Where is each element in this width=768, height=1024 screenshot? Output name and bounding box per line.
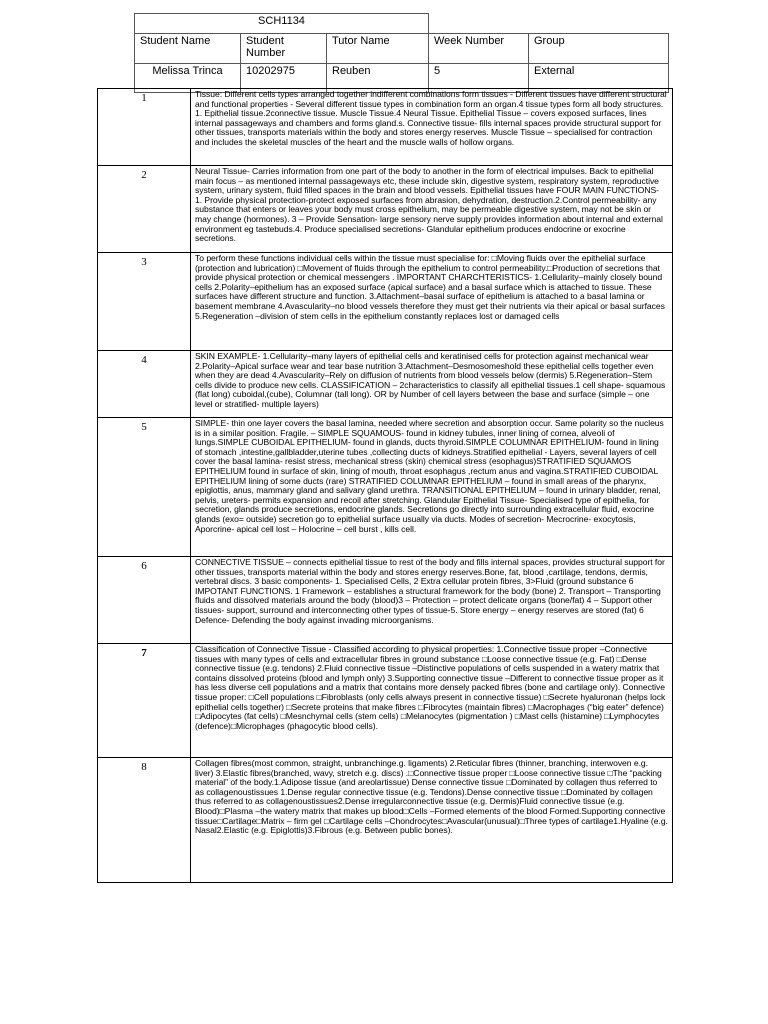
note-row	[98, 351, 673, 418]
row-text: CONNECTIVE TISSUE – connects epithelial tissue to rest of the body and fills internal spaces, provides structural support for other tissues, transports material within the body and stores energy reserves.Bone, fat, blood ,cartilage, tendons, dermis, vertebral discs. 3 basic components- 1. Specialised Cells, 2 Extra cellular protein fibres, 3>Fluid (ground substance 6 IMPOTANT FUNCTIONS. 1 Framework – establishes a structural framework for the body (bone) 2. Transport – Transporting fluids and dissolved materials around the body (blood)3 – Protection – protect delicate organs (bone/fat) 4 – Support other tissues- support, surround and interconnecting other types of tissue-5. Store energy – energy reserves are stored (fat) 6 Defence- Defending the body against invading microorganisms.	[191, 557, 673, 644]
value-week-number: 5	[429, 64, 529, 93]
course-code-row	[135, 14, 669, 34]
row-number: 1	[98, 89, 191, 166]
value-student-number: 10202975	[241, 64, 327, 93]
row-text: Collagen fibres(most common, straight, unbranchinge.g. ligaments) 2.Reticular fibres (thinner, branching, interwoven e.g. liver) 3.Elastic fibres(branched, wavy, stretch e.g. discs) .□Connective tissue proper □Loose connective tissue □The “packing material” of the body.1.Adipose tissue (and areolartissue) Dense connective tissue □Dominated by collagen thus referred to as collagenoustissues 1.Dense regular connective tissue (e.g. Tendons).Dense connective tissue □Dominated by collagen thus referred to as collagenoustissues2.Dense irregularconnective tissue (e.g. Dermis)Fluid connective tissue (e.g. Blood)□Plasma –the watery matrix that makes up blood□Cells –Formed elements of the blood Formed.Supporting connective tissue□Cartilage□Matrix – firm gel □Cartilage cells –Chondrocytes□Avascular(unusual)□Three types of cartilage1.Hyaline (e.g. Nasal2.Elastic (e.g. Epiglottis)3.Fibrous (e.g. Between public bones).	[191, 758, 673, 883]
note-row	[98, 253, 673, 351]
row-text: SIMPLE- thin one layer covers the basal lamina, needed where secretion and absorption occur. Same polarity so the nucleus is in a similar position. Fragile. – SIMPLE SQUAMOUS- found in kidney tubules, inner lining of cornea, alveoli of lungs.SIMPLE CUBOIDAL EPITHELIUM- found in glands, ducts thyroid.SIMPLE COLUMNAR EPITHELIUM- found in lining of stomach ,intestine,gallbladder,uterine tubes ,collecting ducts of kidneys.Stratified epithelial - Layers, several layers of cell cover the basal lamina- resist stress, mechanical stress (skin) chemical stress (esophagus)STRATIFIED SQUAMOS EPITHELIUM found in surface of skin, lining of mouth, throat esophagus ,rectum anus and vagina.STRATIFIED CUBOIDAL EPITHELIUM lining of some ducts (rare) STRATIFIED COLUMNAR EPITHELIUM – found in small areas of the pharynx, epiglottis, anus, mammary gland and salivary gland urethra. TRANSITIONAL EPITHELIUM – found in urinary bladder, renal, pelvis, ureters- permits expansion and recoil after stretching. Glandular Epithelial Tissue- Specialised type of epithelia, for secretion, glands produce secretions, endocrine glands. Secretions go directly into surrounding extracellular fluid, exocrine glands (exo= outside) secretion go to epithelial surface usually via ducts. Modes of secretion- Mecrocrine- exocytosis, Aporcrine- apical cell lost – Holocrine – cell burst , kills cell.	[191, 418, 673, 557]
row-number: 5	[98, 418, 191, 557]
row-text: Classification of Connective Tissue - Classified according to physical properties: 1.Connective tissue proper –Connective tissues with many types of cells and extracellular fibres in ground substance □Loose connective tissue (e.g. Fat) □Dense connective tissue (e.g. tendons) 2.Fluid connective tissue –Distinctive populations of cells suspended in a watery matrix that contains dissolved proteins (blood and lymph only) 3.Supporting connective tissue –Different to connective tissue proper as it has less diverse cell populations and a matrix that contains more densely packed fibres (bone and cartilage only). Connective tissue proper: □Cell populations □Fibroblasts (only cells always present in connective tissue) □Secrete hyaluronan (helps lock epithelial cells together) □Secrete proteins that make fibres □Fibrocytes (maintain fibres) □Macrophages (“big eater” defence) □Adipocytes (fat cells) □Mesnchymal cells (stem cells) □Melanocytes (pigmentation ) □Mast cells (histamine) □Lymphocytes (defence)□Microphages (phagocytic blood cells).	[191, 644, 673, 758]
row-number: 7	[98, 644, 191, 758]
label-student-number: Student Number	[241, 34, 327, 64]
notes-table	[97, 88, 673, 883]
label-group: Group	[529, 34, 669, 64]
note-row	[98, 418, 673, 557]
note-row	[98, 644, 673, 758]
row-number: 8	[98, 758, 191, 883]
value-group: External	[529, 64, 669, 93]
row-number: 4	[98, 351, 191, 418]
row-text: Neural Tissue- Carries information from one part of the body to another in the form of electrical impulses. Back to epithelial main focus – as mentioned internal passageways etc, these include skin, digestive system, respiratory system, reproductive system, urinary system, fluid filled spaces in the brain and blood vessels. Epithelial tissues have FOUR MAIN FUNCTIONS- 1. Provide physical protection-protect exposed surfaces from abrasion, dehydration, destruction.2.Control permeability- any substance that enters or leaves your body must cross epithelium, may be permeable digestive system, may not be skin or may change (hormones). 3 – Provide Sensation- large sensory nerve supply provides information about internal and external environment eg tastebuds.4. Produce specialised secretions- Glandular epithelium produces endocrine or exocrine secretions.	[191, 166, 673, 253]
value-student-name: Melissa Trinca	[135, 64, 241, 93]
row-number: 6	[98, 557, 191, 644]
row-text: SKIN EXAMPLE- 1.Cellularity–many layers of epithelial cells and keratinised cells for protection against mechanical wear 2.Polarity–Apical surface wear and tear base nutrition 3.Attachment–Desmosomeshold these epithelial cells together even when they are dead 4.Avascularity–Rely on diffusion of nutrients from blood vessels below (dermis) 5.Regeneration–Stem cells divide to produce new cells. CLASSIFICATION – 2characteristics to classify all epithelial tissues.1 cell shape- squamous (flat long) cuboidal,(cube), Columnar (tall long). OR by Number of cell layers between the base and surface (simple – one level or stratified- multiple layers)	[191, 351, 673, 418]
student-info-table	[134, 13, 669, 93]
row-number: 2	[98, 166, 191, 253]
label-student-name: Student Name	[135, 34, 241, 64]
note-row	[98, 557, 673, 644]
label-week-number: Week Number	[429, 34, 529, 64]
row-number: 3	[98, 253, 191, 351]
row-text: Tissue: Different cells types arranged together indifferent combinations form tissues - Different tissues have different structural and functional properties - Several different tissue types in combination form an organ.4 tissue types form all body structures. 1. Epithelial tissue.2connective tissue. Muscle Tissue.4 Neural Tissue. Epithelial Tissue – covers exposed surfaces, lines internal passageways and chambers and forms gland.s. Connective tissue- fills internal spaces provide structural support for other tissues, transports materials within the body and stores energy reserves. Muscle Tissue – specialised for contraction and includes the skeletal muscles of the heart and the muscle walls of hollow organs.	[191, 89, 673, 166]
note-row	[98, 758, 673, 883]
label-tutor-name: Tutor Name	[327, 34, 429, 64]
course-code: SCH1134	[135, 14, 429, 34]
row-text: To perform these functions individual cells within the tissue must specialise for: □Moving fluids over the epithelial surface (protection and lubrication) □Movement of fluids through the epithelium to control permeability.□Production of secretions that provide physical protection or chemical messengers . IMPORTANT CHARCHTERISTICS- 1.Cellularity–mainly closely bound cells 2.Polarity–epithelium has an exposed surface (apical surface) and a basal surface which is attached to tissue. These surfaces have different structure and function. 3.Attachment–basal surface of epithelium is attached to a basal lamina or basement membrane 4.Avascularity–no blood vessels therefore they must get their nutrients via their apical or basal surfaces 5.Regeneration –division of stem cells in the epithelium constantly replaces lost or damaged cells	[191, 253, 673, 351]
note-row	[98, 89, 673, 166]
header-labels-row	[135, 34, 669, 64]
value-tutor-name: Reuben	[327, 64, 429, 93]
note-row	[98, 166, 673, 253]
